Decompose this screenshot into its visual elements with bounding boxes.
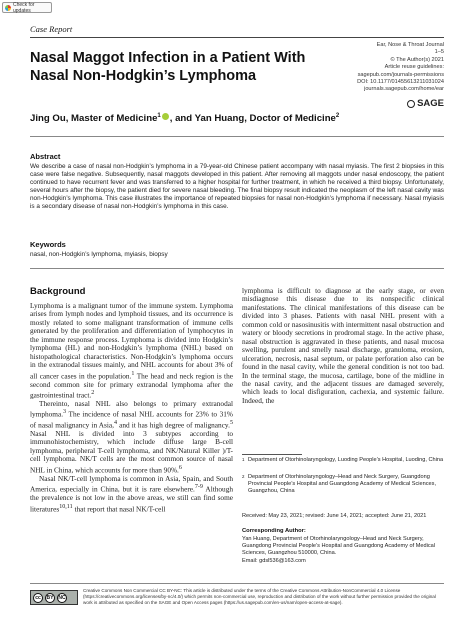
affiliation-footnote — [242, 457, 444, 464]
body-paragraph — [30, 400, 233, 475]
footnote-divider — [242, 454, 302, 455]
body-text: Thereinto, nasal NHL also belongs to primary extranodal lymphoma. — [30, 398, 233, 419]
citation-link[interactable]: 4 — [113, 420, 118, 427]
keywords-heading: Keywords — [30, 240, 66, 249]
nc-icon: NC — [58, 594, 66, 601]
footnote-text: Department of Otorhinolaryngology–Head and Neck Surgery, Guangdong Provincial People’s Hospital and Guangdong Academy of Medical Sciences, Guangzhou, China — [248, 474, 437, 495]
body-paragraph — [30, 475, 233, 514]
citation-link[interactable]: 10,11 — [59, 503, 73, 510]
background-heading: Background — [30, 286, 86, 297]
license-divider — [30, 583, 444, 584]
crossmark-icon — [5, 5, 11, 11]
author-1-affiliation: 1 — [157, 113, 161, 119]
author-2-affiliation: 2 — [335, 113, 340, 119]
keywords-text: nasal, non-Hodgkin’s lymphoma, myiasis, biopsy — [30, 251, 168, 258]
page-range: 1–5 — [434, 49, 444, 56]
body-text: Lymphoma is a malignant tumor of the immune system. Lymphoma arises from lymph nodes and lymphoid tissues, and its occurrence is mostly related to some malignant transformation of immune cells generated by the proliferation and differentiation of lymphocytes in the immune response process. Lymphoma is divided into Hodgkin’s lymphoma (HL) and non-Hodgkin’s lymphoma (NHL) based on histopathological characteristics. Non-Hodgkin’s lymphoma occurs in the extranodal tissues mainly, and NHL accounts for about 3% of all cancer cases in the population. — [30, 301, 233, 381]
article-section-label: Case Report — [30, 24, 73, 34]
header-divider — [30, 37, 444, 38]
keywords-divider — [30, 268, 444, 269]
cc-icon: cc — [33, 593, 43, 603]
abstract-heading: Abstract — [30, 152, 61, 161]
author-line — [30, 113, 444, 124]
reuse-guidelines-label: Article reuse guidelines: — [384, 64, 444, 71]
body-text: Although the prevalence is not low in the above areas, we still can find some literatures — [30, 484, 234, 513]
corresponding-author-address: Yan Huang, Department of Otorhinolaryngology–Head and Neck Surgery, Guangdong Provincial People’s Hospital and Guangdong Academy of Medical Sciences, Guangzhou 510000, China. — [242, 536, 436, 557]
footnote-number: 2 — [242, 474, 245, 479]
license-text: Creative Commons Non Commercial CC BY-NC: This article is distributed under the terms of the Creative Commons Attribution-NonCommercial 4.0 License (https://creativecommons.org/licenses/by-nc/4.0/) which permits non-commercial use, reproduction and distribution of the work without further permission provided the original work is attributed as specified on the SAGE and Open Access pages (https://us.sagepub.com/en-us/nam/open-access-at-sage). — [83, 588, 436, 605]
body-left-column — [30, 302, 233, 513]
body-text: The incidence of nasal NHL accounts for 23% to 31% of nasal malignancy in Asia, — [30, 409, 233, 430]
author-1-name: Jing Ou, Master of Medicine — [30, 113, 158, 125]
publisher-name: SAGE — [417, 98, 444, 109]
body-text: that report that nasal NK/T-cell — [72, 503, 166, 513]
author-connector: , and — [169, 113, 193, 125]
body-text: Nasal NHL is divided into 3 subtypes according to immunohistochemistry, which include diffuse large B-cell lymphoma, peripheral T-cell lymphoma, and NK/Natural Killer )/T-cell lymphoma. NK/T cells are the most common source of nasal NHL in China, which accounts for more than 90%. — [30, 429, 233, 475]
footnote-number: 1 — [242, 457, 245, 462]
body-paragraph: lymphoma is difficult to diagnose at the early stage, or even misdiagnose this disease due to its nonspecific clinical manifestations. The clinical manifestations of this disease can be divided into 3 phases. Patients with nasal NHL present with a common cold or nasosinusitis with intermittent nasal obstruction and watery or bloody secretions in prodromal stage. In the active phase, nasal obstruction is aggravated in these patients, and nasal mucosa swelling, purulent and smelly nasal discharge, granuloma, erosion, ulceration, necrosis, nasal septum, or palate perforation also can be found in the nasal cavity, while the general condition is not too bad. In the terminal stage, the mucosa, cartilage, bone of the midline in the nasal cavity, and the adjacent tissues are damaged severely, which leads to local disfiguration, cachexia, and systemic failure. Indeed, the — [242, 286, 444, 405]
citation-link[interactable]: 6 — [178, 464, 182, 471]
citation-link[interactable]: 2 — [91, 389, 95, 396]
citation-link[interactable]: 3 — [63, 409, 67, 416]
body-text: and it has high degree of malignancy. — [117, 420, 230, 430]
author-divider — [30, 136, 444, 137]
journal-name: Ear, Nose & Throat Journal — [376, 42, 444, 48]
journal-meta — [334, 42, 444, 94]
body-paragraph — [30, 302, 233, 400]
citation-link[interactable]: 5 — [229, 420, 233, 427]
abstract-text: We describe a case of nasal non-Hodgkin’s lymphoma in a 79-year-old Chinese patient accompany with nasal myiasis. The first 2 biopsies in this case were false negative. Subsequently, nasal maggots developed in this patient. After removing all maggots under nasal endoscopy, the patient continued to have recurrent fever and was transferred to a higher hospital for further treatment, in which he received a third biopsy. Unfortunately, several hours after the biopsy, the patient died for severe nasal bleeding. The final biopsy result indicated the neoplasm of the left nasal cavity was non-Hodgkin’s lymphoma. This case illustrates the importance of repeated biopsies for nasal non-Hodgkin’s lymphoma if necessary. Nasal myiasis is a secondary disease of nasal non-Hodgkin’s lymphoma in this case. — [30, 163, 444, 211]
footnote-text: Department of Otorhinolaryngology, Luoding People’s Hospital, Luoding, China — [248, 457, 444, 463]
corresponding-author-email[interactable]: Email: gdsl536@163.com — [242, 557, 306, 564]
orcid-icon[interactable] — [162, 113, 169, 120]
body-text: The head and neck region is the second common site for primary extranodal lymphoma after the gastrointestinal tract. — [30, 371, 233, 400]
corresponding-author-details — [242, 536, 444, 565]
journal-home-link[interactable]: journals.sagepub.com/home/ear — [364, 86, 444, 93]
cc-license-badge[interactable] — [30, 590, 78, 605]
by-icon: BY — [46, 594, 54, 601]
citation-link[interactable]: 7-9 — [194, 484, 203, 491]
sage-logo-icon — [407, 100, 415, 108]
check-for-updates-label: Check for updates — [13, 1, 35, 14]
body-text: Nasal NK/T-cell lymphoma is common in Asia, Spain, and South America, especially in China, but it is rare elsewhere. — [30, 473, 233, 494]
article-title: Nasal Maggot Infection in a Patient With Nasal Non-Hodgkin’s Lymphoma — [30, 50, 306, 84]
publisher-logo — [407, 98, 444, 109]
permissions-link[interactable]: sagepub.com/journals-permissions — [357, 71, 444, 78]
body-right-column — [242, 287, 444, 405]
corresponding-author-heading: Corresponding Author: — [242, 528, 306, 534]
author-2-name: Yan Huang, Doctor of Medicine — [194, 113, 336, 125]
citation-link[interactable]: 1 — [131, 370, 135, 377]
check-for-updates-badge[interactable] — [2, 2, 52, 13]
copyright: © The Author(s) 2021 — [390, 56, 444, 63]
doi-link[interactable]: DOI: 10.1177/01455613211031024 — [357, 79, 444, 86]
received-dates: Received: May 23, 2021; revised: June 14, 2021; accepted: June 21, 2021 — [242, 513, 427, 519]
affiliation-footnote — [242, 474, 444, 496]
